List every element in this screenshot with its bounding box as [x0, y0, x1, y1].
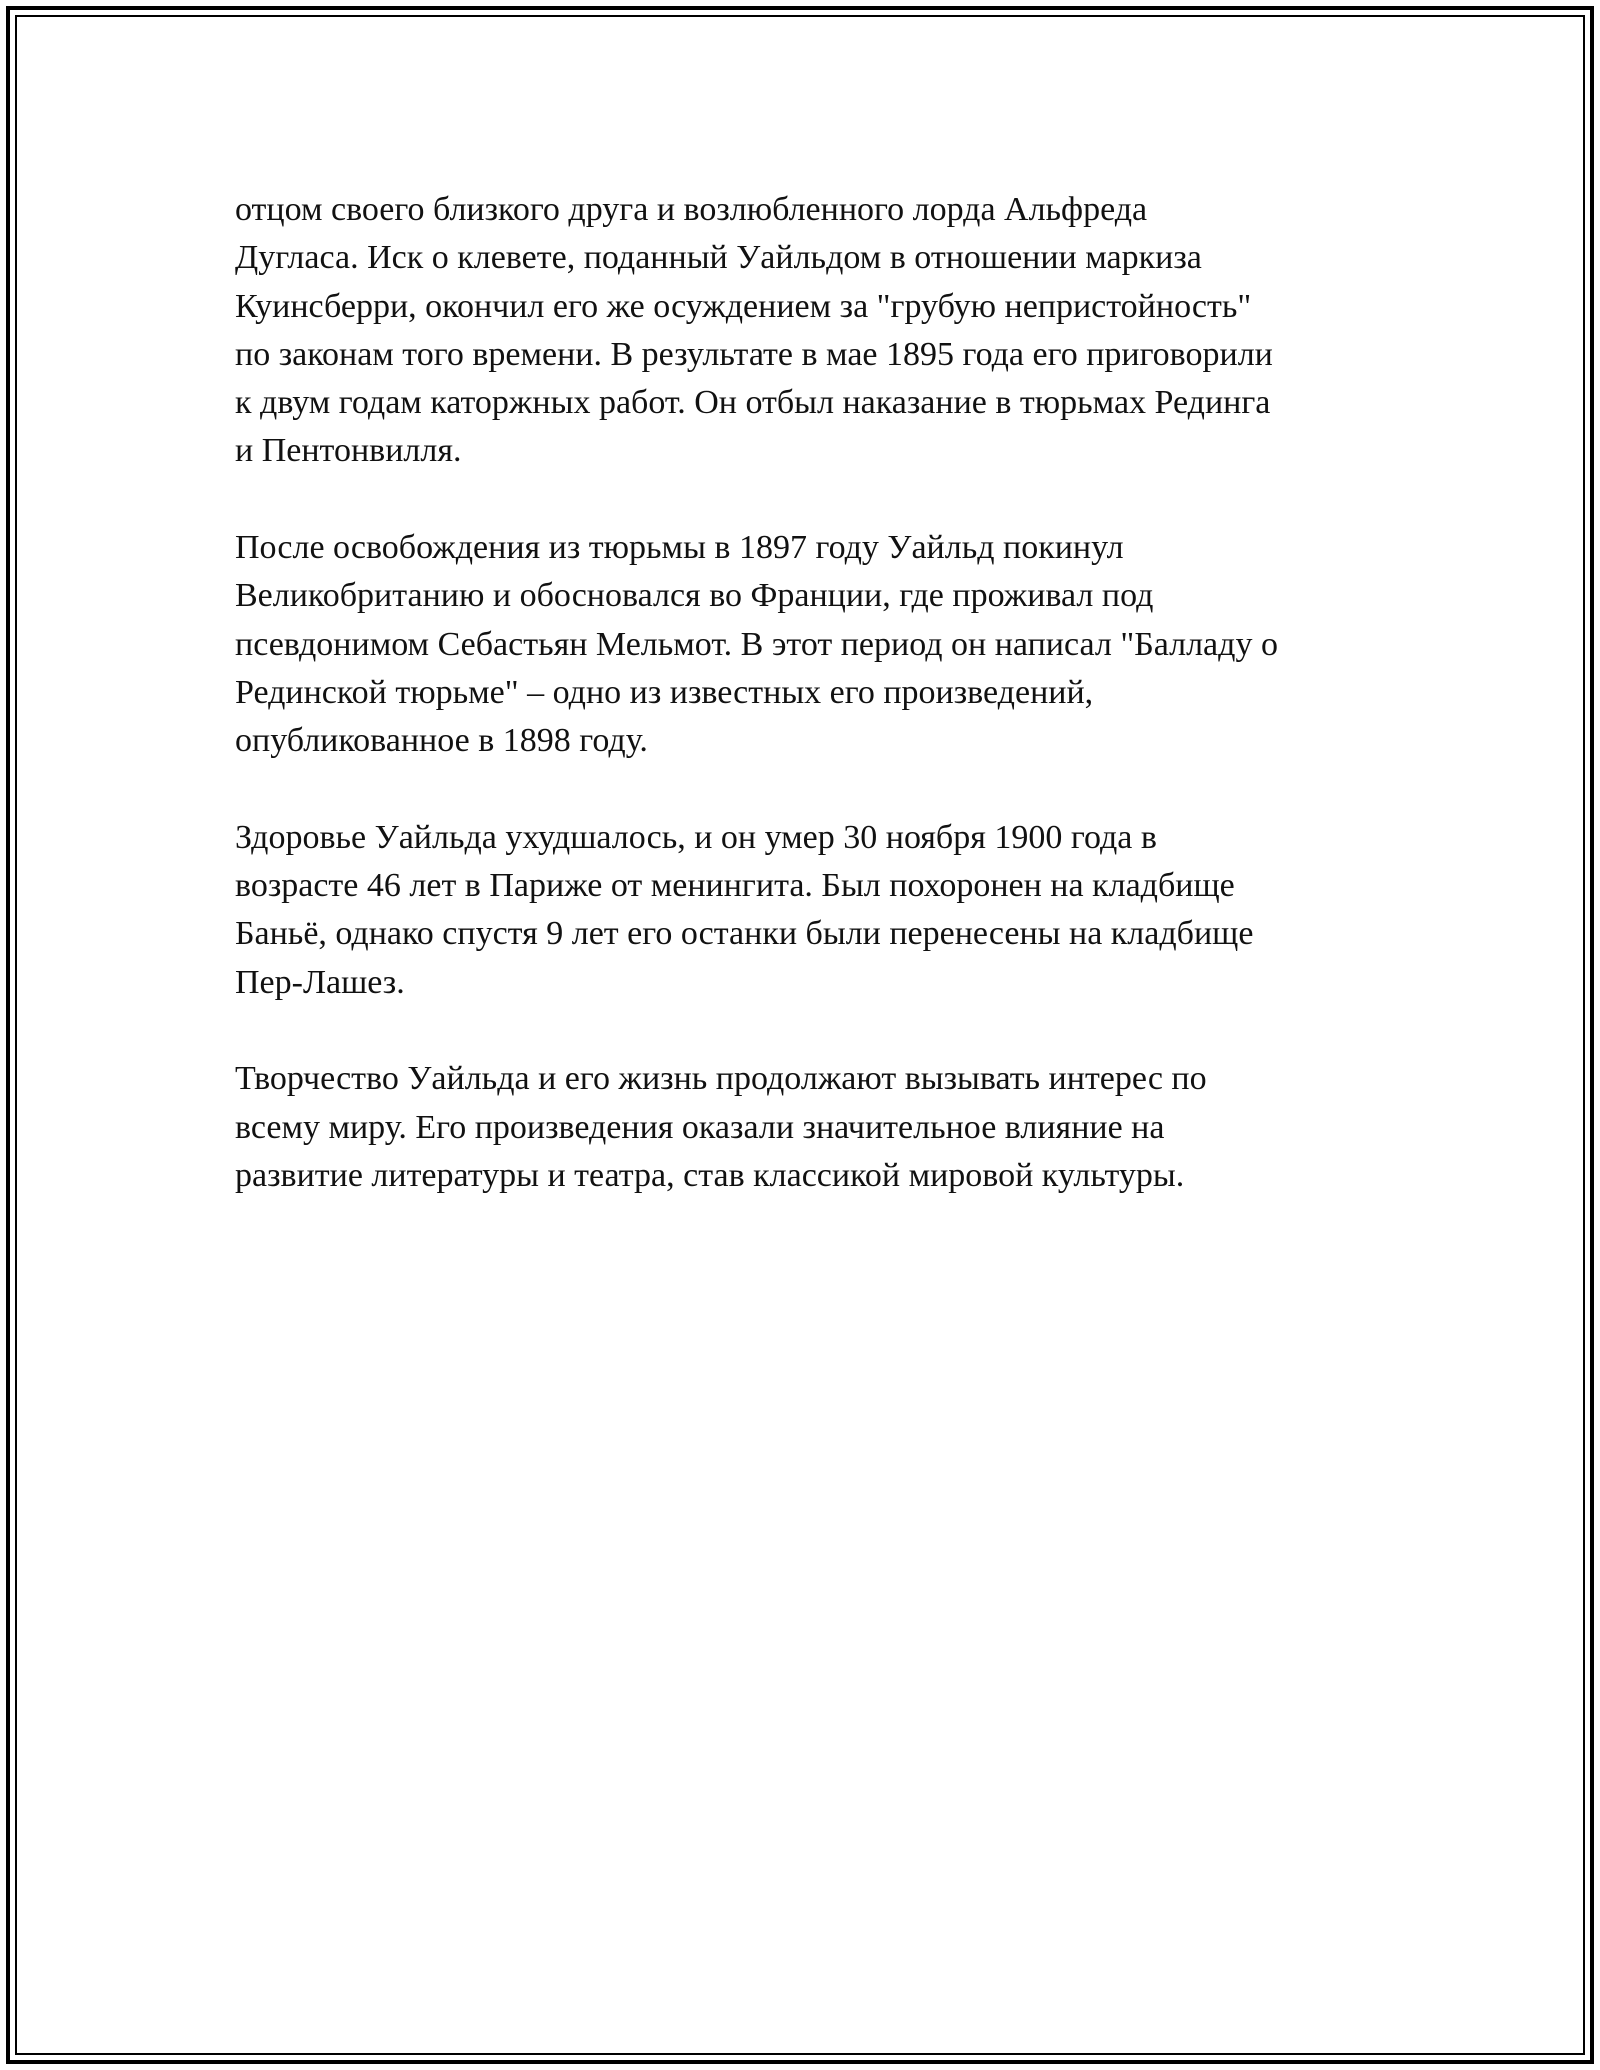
text-line: Дугласа. Иск о клевете, поданный Уайльдом в отношении маркиза — [235, 239, 1202, 277]
text-line: к двум годам каторжных работ. Он отбыл наказание в тюрьмах Рединга — [235, 384, 1271, 422]
text-line: Творчество Уайльда и его жизнь продолжают вызывать интерес по — [235, 1060, 1207, 1098]
text-line: Куинсберри, окончил его же осуждением за "грубую непристойность" — [235, 287, 1252, 325]
text-line: развитие литературы и театра, став классикой мировой культуры. — [235, 1156, 1185, 1194]
text-line: псевдонимом Себастьян Мельмот. В этот период он написал "Балладу о — [235, 625, 1278, 663]
text-line: опубликованное в 1898 году. — [235, 722, 648, 760]
text-line: всему миру. Его произведения оказали значительное влияние на — [235, 1108, 1165, 1146]
text-line: После освобождения из тюрьмы в 1897 году Уайльд покинул — [235, 529, 1124, 567]
text-line: Пер-Лашез. — [235, 963, 405, 1001]
paragraph-1 — [235, 186, 1385, 476]
paragraph-2 — [235, 524, 1385, 765]
paragraph-3 — [235, 814, 1385, 1007]
text-line: по законам того времени. В результате в мае 1895 года его приговорили — [235, 335, 1273, 373]
text-line: отцом своего близкого друга и возлюбленного лорда Альфреда — [235, 191, 1148, 228]
text-line: Баньё, однако спустя 9 лет его останки были перенесены на кладбище — [235, 915, 1254, 953]
text-line: возрасте 46 лет в Париже от менингита. Был похоронен на кладбище — [235, 867, 1235, 905]
text-line: Великобританию и обосновался во Франции, где проживал под — [235, 577, 1154, 615]
text-line: и Пентонвилля. — [235, 432, 462, 470]
paragraph-4 — [235, 1055, 1385, 1200]
text-line: Здоровье Уайльда ухудшалось, и он умер 30 ноября 1900 года в — [235, 818, 1157, 856]
document-body — [235, 186, 1385, 1249]
text-line: Рединской тюрьме" – одно из известных его произведений, — [235, 673, 1094, 711]
